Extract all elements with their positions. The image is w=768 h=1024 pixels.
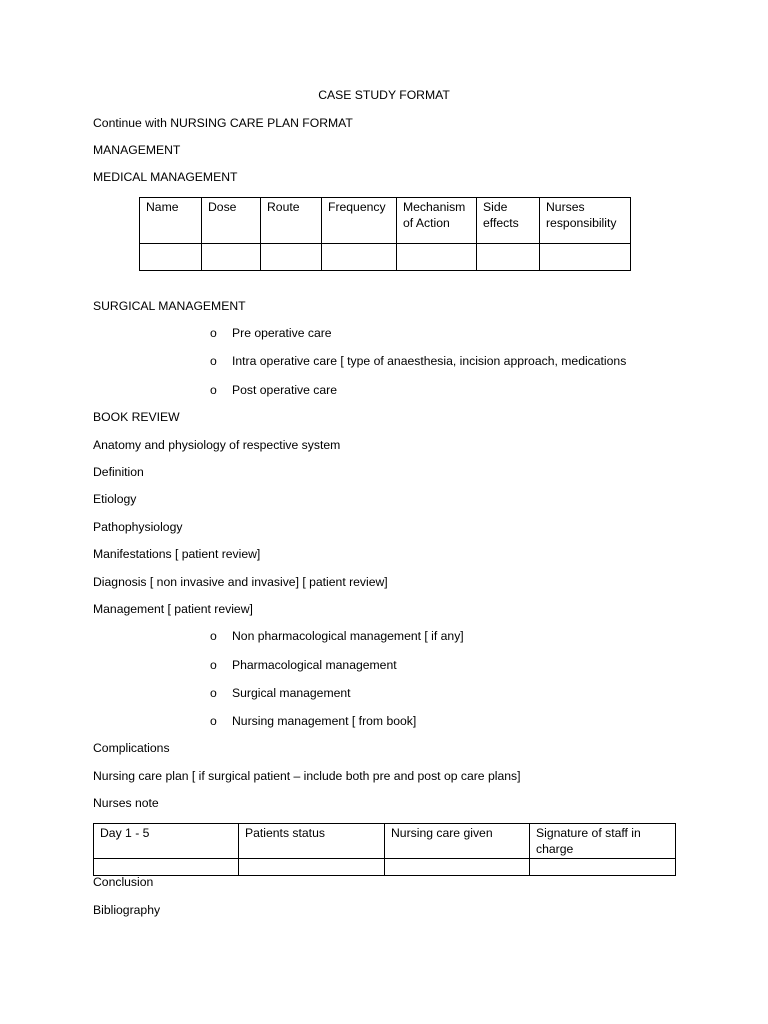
- surgical-management-heading: SURGICAL MANAGEMENT: [93, 299, 246, 313]
- table-cell: [530, 859, 676, 876]
- list-item-text: Non pharmacological management [ if any]: [232, 629, 464, 643]
- bullet-mark: o: [210, 326, 217, 340]
- complications-line: Complications: [93, 741, 170, 755]
- table-row: [140, 244, 631, 271]
- management-review-line: Management [ patient review]: [93, 602, 253, 616]
- continue-line: Continue with NURSING CARE PLAN FORMAT: [93, 116, 353, 130]
- table-header-cell: Day 1 - 5: [94, 824, 239, 859]
- bullet-mark: o: [210, 714, 217, 728]
- table-header-cell: Nurses responsibility: [540, 198, 631, 244]
- table-cell: [477, 244, 540, 271]
- table-cell: [202, 244, 261, 271]
- table-header-row: [140, 198, 631, 244]
- bullet-mark: o: [210, 629, 217, 643]
- nurses-note-heading: Nurses note: [93, 796, 159, 810]
- table-header-cell: Signature of staff in charge: [530, 824, 676, 859]
- bibliography-line: Bibliography: [93, 903, 161, 917]
- definition-line: Definition: [93, 465, 144, 479]
- table-header-cell: Mechanism of Action: [397, 198, 477, 244]
- anatomy-line: Anatomy and physiology of respective system: [93, 438, 341, 452]
- table-header-cell: Nursing care given: [385, 824, 530, 859]
- table-cell: [261, 244, 322, 271]
- book-review-heading: BOOK REVIEW: [93, 410, 180, 424]
- list-item-text: Surgical management: [232, 686, 351, 700]
- table-header-cell: Frequency: [322, 198, 397, 244]
- table-cell: [140, 244, 202, 271]
- table-cell: [94, 859, 239, 876]
- pathophysiology-line: Pathophysiology: [93, 520, 183, 534]
- table-cell: [397, 244, 477, 271]
- etiology-line: Etiology: [93, 492, 137, 506]
- bullet-mark: o: [210, 383, 217, 397]
- list-item-text: Post operative care: [232, 383, 338, 397]
- list-item-text: Pharmacological management: [232, 658, 397, 672]
- conclusion-line: Conclusion: [93, 875, 154, 889]
- nurses-note-table: [93, 823, 676, 876]
- medical-management-heading: MEDICAL MANAGEMENT: [93, 170, 238, 184]
- table-cell: [322, 244, 397, 271]
- table-header-cell: Route: [261, 198, 322, 244]
- manifestations-line: Manifestations [ patient review]: [93, 547, 261, 561]
- list-item-text: Pre operative care: [232, 326, 332, 340]
- table-header-row: [94, 824, 676, 859]
- medical-management-table: [139, 197, 631, 271]
- bullet-mark: o: [210, 658, 217, 672]
- bullet-mark: o: [210, 686, 217, 700]
- page-title: CASE STUDY FORMAT: [318, 88, 450, 102]
- table-cell: [540, 244, 631, 271]
- table-header-cell: Side effects: [477, 198, 540, 244]
- table-header-cell: Dose: [202, 198, 261, 244]
- diagnosis-line: Diagnosis [ non invasive and invasive] [ patient review]: [93, 575, 388, 589]
- table-header-cell: Name: [140, 198, 202, 244]
- bullet-mark: o: [210, 354, 217, 368]
- table-header-cell: Patients status: [239, 824, 385, 859]
- list-item-text: Nursing management [ from book]: [232, 714, 417, 728]
- table-cell: [239, 859, 385, 876]
- list-item-text: Intra operative care [ type of anaesthesia, incision approach, medications: [232, 354, 627, 368]
- table-row: [94, 859, 676, 876]
- table-cell: [385, 859, 530, 876]
- nursing-care-plan-line: Nursing care plan [ if surgical patient – include both pre and post op care plans]: [93, 769, 521, 783]
- management-heading: MANAGEMENT: [93, 143, 181, 157]
